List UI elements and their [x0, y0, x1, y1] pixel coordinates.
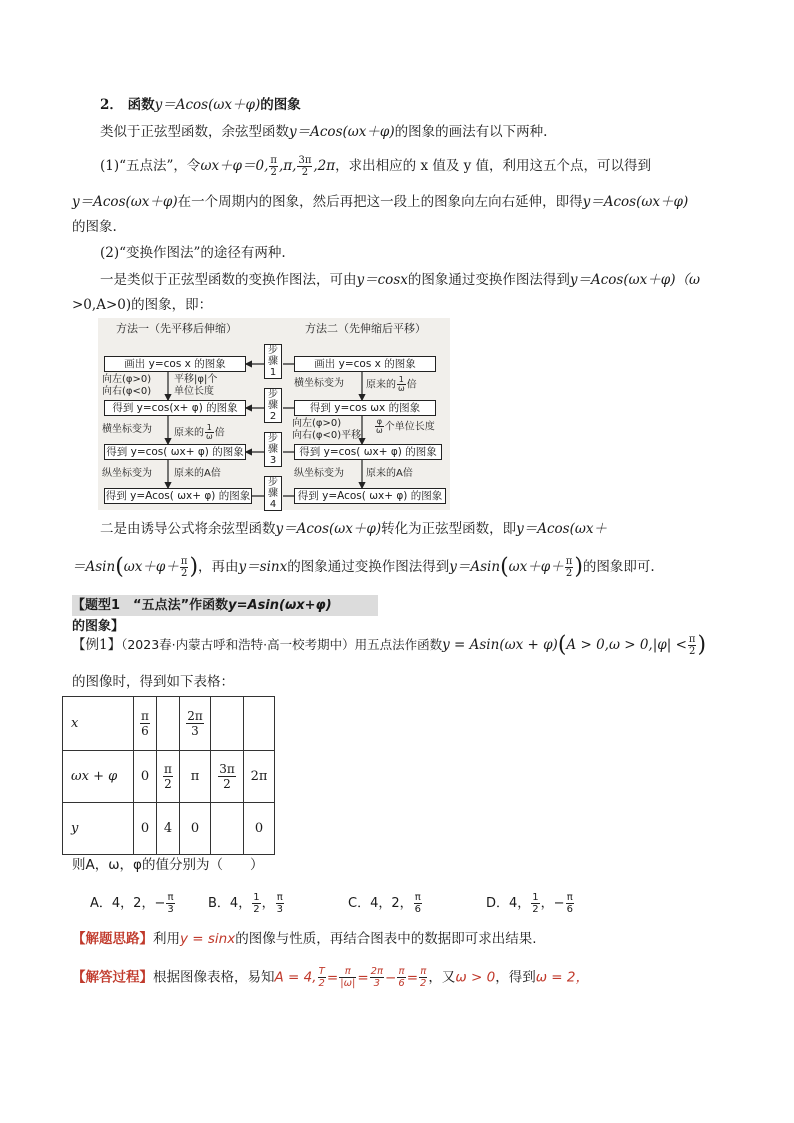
- paren-open: (: [115, 554, 124, 580]
- frac-num: 2π: [187, 709, 203, 723]
- frac-den: 2: [532, 904, 539, 915]
- option-key: C．: [348, 896, 371, 911]
- example-source: （2023春·内蒙古呼和浩特·高一校考期中）用五点法作函数: [121, 637, 443, 652]
- m2b-l2-then: ，再由: [198, 559, 239, 575]
- table-cell: 0: [134, 751, 157, 803]
- m2a-text: 一是类似于正弦型函数的变换作图法，可由: [100, 272, 357, 288]
- section-heading: [100, 95, 301, 115]
- frac-den: 2: [318, 978, 325, 989]
- m2b-l2-asin2: y＝Asin: [449, 559, 501, 575]
- left-note-2b: [174, 424, 225, 441]
- frac-den: ω: [206, 432, 213, 441]
- frac-num: 1: [398, 375, 404, 384]
- method1-line3: 的图象.: [72, 219, 117, 235]
- frac-num: 1: [532, 892, 539, 903]
- m2b-l2-arg2: ωx＋φ＋: [508, 559, 564, 575]
- frac-den: 2: [420, 978, 427, 989]
- hint-label: 【解题思路】: [72, 931, 153, 947]
- option-frac: [531, 892, 539, 915]
- table-cell: 0: [244, 803, 275, 855]
- right-note-1a: 横坐标变为: [294, 378, 344, 389]
- value-table: [62, 696, 275, 855]
- frac-num: π: [398, 966, 405, 977]
- frac-den: |ω|: [340, 978, 356, 989]
- pi-over-abs-w: [339, 966, 356, 989]
- example-line1: [72, 634, 706, 657]
- method2b-line2: [72, 556, 655, 579]
- m1-frac-2: [297, 155, 312, 178]
- left-box-2: 得到 y=cos(x+ φ) 的图象: [104, 400, 246, 416]
- right-box-1: 画出 y=cos x 的图象: [294, 356, 436, 372]
- frac-den: ω: [398, 384, 405, 393]
- m2b-frac-2: [565, 556, 574, 579]
- option-frac2: [566, 892, 574, 915]
- table-row-label: ωx + φ: [63, 751, 134, 803]
- frac-num: π: [276, 892, 283, 903]
- frac-num: π: [180, 556, 188, 567]
- m1-l2-formula2: y＝Acos(ωx＋φ): [582, 194, 689, 210]
- option-frac2: [276, 892, 284, 915]
- right-note-1b: [366, 376, 417, 393]
- option-b[interactable]: [208, 892, 285, 915]
- frac-den: 6: [414, 904, 421, 915]
- frac-num: π: [339, 966, 356, 978]
- option-d[interactable]: [486, 892, 575, 915]
- pi-over-2: [419, 966, 427, 989]
- table-row-label: x: [63, 697, 134, 751]
- method2-title: (2)“变换作图法”的途径有两种.: [100, 245, 286, 261]
- right-box-3: 得到 y=cos( ωx+ φ) 的图象: [294, 444, 442, 460]
- frac-den: 3: [167, 904, 174, 915]
- example-cond: A > 0,ω > 0,|φ| <: [566, 637, 687, 653]
- table-row: [63, 751, 275, 803]
- left-note-2a: 横坐标变为: [102, 424, 152, 435]
- m2a-formula: y＝cosx: [356, 272, 408, 288]
- m2b-frac-1: [180, 556, 189, 579]
- left-note-3b: 原来的A倍: [174, 468, 221, 479]
- example-formula: y = Asin(ωx + φ): [442, 637, 558, 653]
- cell-fraction: [163, 762, 173, 791]
- table-row: [63, 697, 275, 751]
- table-row-label: y: [63, 803, 134, 855]
- m2b-formula2: y＝Acos(ωx＋: [516, 521, 607, 537]
- paren-open-2: (: [500, 554, 509, 580]
- transform-diagram: [98, 318, 450, 510]
- right-note-3b: 原来的A倍: [366, 468, 413, 479]
- solution-w: ω > 0: [455, 969, 496, 986]
- method1-line2: [72, 192, 688, 212]
- left-box-3: 得到 y=cos( ωx+ φ) 的图象: [104, 444, 246, 460]
- table-cell: [244, 697, 275, 751]
- frac-num: π: [141, 709, 149, 723]
- table-cell: [211, 751, 244, 803]
- frac-num: π: [688, 634, 696, 645]
- solution-get: ，得到: [495, 969, 536, 986]
- frac-den: 2: [688, 646, 696, 657]
- heading-number: 2．: [100, 97, 123, 113]
- frac-num: 1: [253, 892, 260, 903]
- m2b-l2-mid: 的图象通过变换作图法得到: [287, 559, 450, 575]
- cell-fraction: [186, 709, 204, 738]
- cell-fraction: [218, 762, 236, 791]
- m1-mid: ,π,: [278, 158, 297, 174]
- option-text: 4，: [229, 896, 252, 911]
- two-pi-over-3: [370, 966, 384, 989]
- t-over-2: [318, 966, 326, 989]
- m1-post: ，求出相应的 x 值及 y 值，利用这五个点，可以得到: [335, 158, 652, 174]
- intro-paragraph: [100, 122, 547, 142]
- m1-text: (1)“五点法”，令: [100, 158, 201, 174]
- table-cell: [180, 697, 211, 751]
- right-note-1c: 倍: [406, 379, 417, 391]
- option-frac: [166, 892, 174, 915]
- table-cell: 0: [180, 803, 211, 855]
- left-note-2b-text: 原来的: [174, 427, 204, 439]
- paren-close: ): [697, 632, 707, 658]
- option-text: 4，2，: [370, 896, 413, 911]
- frac-den: 3: [276, 904, 283, 915]
- m2b-text: 二是由诱导公式将余弦型函数: [100, 521, 276, 537]
- example-label: 【例1】: [72, 637, 122, 653]
- frac-num: π: [565, 556, 573, 567]
- method1-header: 方法一（先平移后伸缩）: [116, 322, 237, 335]
- table-cell: [211, 697, 244, 751]
- option-key: D．: [486, 896, 510, 911]
- option-text: 4，: [509, 896, 531, 911]
- option-text: 4，2，−: [111, 896, 166, 911]
- right-note-2c: [374, 418, 435, 435]
- left-note-3a: 纵坐标变为: [102, 468, 152, 479]
- m2b-l2-asin: ＝Asin: [72, 559, 116, 575]
- left-note-1d: 单位长度: [174, 386, 214, 397]
- intro-formula: y＝Acos(ωx＋φ): [289, 124, 395, 140]
- m1-frac-1: [269, 155, 278, 178]
- table-row: [63, 803, 275, 855]
- cell-fraction: [140, 709, 150, 738]
- solution-then: ，又: [428, 969, 456, 986]
- option-key: B．: [208, 896, 230, 911]
- step-3: 步骤3: [264, 432, 282, 467]
- method2a-line2: >0,A>0)的图象，即：: [72, 297, 213, 313]
- frac-den: 6: [398, 978, 405, 989]
- pi-over-6: [397, 966, 405, 989]
- frac-num: π: [270, 155, 277, 166]
- option-text2: ，: [261, 896, 275, 911]
- method2-header: 方法二（先伸缩后平移）: [305, 322, 426, 335]
- frac-num: T: [318, 966, 325, 977]
- hint-pre: 利用: [153, 931, 180, 947]
- table-cell: [211, 803, 244, 855]
- right-box-4: 得到 y=Acos( ωx+ φ) 的图象: [294, 488, 446, 504]
- solution-pre: 根据图像表格，易知: [153, 969, 275, 986]
- table-cell: π: [180, 751, 211, 803]
- left-note-1b: 向右(φ<0): [102, 386, 152, 397]
- m2b-l2-end: 的图象即可.: [582, 559, 655, 575]
- step-1: 步骤1: [264, 344, 282, 379]
- m1-tail: ,2π: [313, 158, 336, 174]
- frac-den: 2: [270, 167, 277, 178]
- one-over-omega-frac: [205, 424, 214, 441]
- option-frac: [252, 892, 260, 915]
- m2b-formula: y＝Acos(ωx＋φ): [275, 521, 382, 537]
- frac-den: 3: [191, 724, 199, 738]
- frac-den: 2: [180, 568, 188, 579]
- m1-formula: ωx＋φ＝0,: [200, 158, 269, 174]
- m1-l2-text: 在一个周期内的图象，然后再把这一段上的图象向左向右延伸，即得: [177, 194, 583, 210]
- left-note-1a: 向左(φ>0): [102, 374, 152, 385]
- phi-over-omega-frac: [375, 418, 384, 435]
- option-a[interactable]: [90, 892, 176, 915]
- left-box-4: 得到 y=Acos( ωx+ φ) 的图象: [105, 490, 251, 502]
- frac-num: 3π: [219, 762, 235, 776]
- right-note-3a: 纵坐标变为: [294, 468, 344, 479]
- table-cell: [157, 751, 180, 803]
- m2b-l2-arg: ωx＋φ＋: [123, 559, 179, 575]
- frac-den: 3: [373, 978, 381, 989]
- frac-num: π: [420, 966, 427, 977]
- heading-text: 函数: [127, 97, 155, 113]
- topic-banner: [72, 595, 378, 634]
- right-note-1b-text: 原来的: [366, 379, 396, 391]
- frac-den: 2: [164, 777, 172, 791]
- table-cell: 4: [157, 803, 180, 855]
- frac-num: 3π: [298, 155, 312, 166]
- left-note-1c: 平移|φ|个: [174, 374, 218, 385]
- frac-den: 2: [301, 167, 309, 178]
- solution-line: [72, 966, 589, 989]
- frac-den: ω: [376, 426, 383, 435]
- solution-a: A = 4,: [274, 969, 317, 986]
- option-c[interactable]: [348, 892, 423, 915]
- table-cell: [157, 697, 180, 751]
- frac-num: π: [164, 762, 172, 776]
- m2a-formula2: y＝Acos(ωx＋φ)（ω: [569, 272, 700, 288]
- paren-close-2: ): [574, 554, 583, 580]
- method1-line1: [100, 155, 651, 178]
- banner-post: 的图象】: [72, 619, 125, 634]
- solution-formula: $\frac{T}{2}$ = $\frac{\pi}{|\omega|}$ = $\frac{2\pi}{3}$ − $\frac{\pi}{6}$ = $\frac{\pi}{2}$: [318, 966, 427, 989]
- solution-result: ω = 2，: [535, 969, 589, 986]
- right-note-2b: 向右(φ<0)平移: [292, 430, 362, 441]
- left-box-1: 画出 y=cos x 的图象: [104, 356, 246, 372]
- hint-formula: y = sinx: [180, 931, 236, 947]
- intro-text: 类似于正弦型函数，余弦型函数: [100, 124, 289, 140]
- heading-formula: y＝Acos(ωx＋φ): [154, 97, 261, 113]
- right-box-2: 得到 y=cos ωx 的图象: [294, 400, 436, 416]
- table-cell: 0: [134, 803, 157, 855]
- banner-formula: y=Asin(ωx+φ): [228, 598, 332, 613]
- solution-label: 【解答过程】: [72, 969, 153, 986]
- frac-den: 2: [223, 777, 231, 791]
- one-over-omega-frac: [397, 376, 406, 393]
- hint-post: 的图像与性质，再结合图表中的数据即可求出结果.: [235, 931, 537, 947]
- paren-close: ): [189, 554, 199, 580]
- frac-num: 2π: [370, 966, 384, 977]
- frac-num: 1: [206, 423, 212, 432]
- frac-den: 6: [566, 904, 573, 915]
- m1-l2-formula: y＝Acos(ωx＋φ): [72, 194, 178, 210]
- example-line2: 的图像时，得到如下表格：: [72, 674, 234, 690]
- frac-den: 2: [565, 568, 573, 579]
- heading-text-post: 的图象: [260, 97, 301, 113]
- step-2: 步骤2: [264, 388, 282, 423]
- frac-den: 6: [141, 724, 149, 738]
- m2b-mid: 转化为正弦型函数，即: [381, 521, 517, 537]
- frac-num: φ: [376, 417, 382, 426]
- banner-text: 【题型1 “五点法”作函数: [72, 598, 229, 613]
- table-cell: [134, 697, 157, 751]
- right-note-2c-text: 个单位长度: [384, 421, 435, 433]
- table-cell: 2π: [244, 751, 275, 803]
- frac-den: 2: [253, 904, 260, 915]
- hint-line: [72, 929, 537, 949]
- right-note-2a: 向左(φ>0): [292, 418, 342, 429]
- paren-open: (: [557, 632, 567, 658]
- frac-num: π: [414, 892, 421, 903]
- intro-text-post: 的图象的画法有以下两种.: [394, 124, 548, 140]
- option-key: A．: [90, 896, 112, 911]
- frac-num: π: [566, 892, 573, 903]
- option-text2: ，−: [540, 896, 565, 911]
- method2b-line1: [100, 519, 607, 539]
- option-frac: [414, 892, 422, 915]
- m2a-mid: 的图象通过变换作图法得到: [407, 272, 570, 288]
- method2a-line1: [100, 270, 700, 290]
- cond-frac: [688, 634, 697, 657]
- example-question: 则A，ω，φ的值分别为（ ）: [72, 857, 264, 873]
- frac-num: π: [167, 892, 174, 903]
- m2b-l2-sinx: y＝sinx: [238, 559, 288, 575]
- left-note-2c: 倍: [214, 427, 225, 439]
- step-4: 步骤4: [264, 476, 282, 511]
